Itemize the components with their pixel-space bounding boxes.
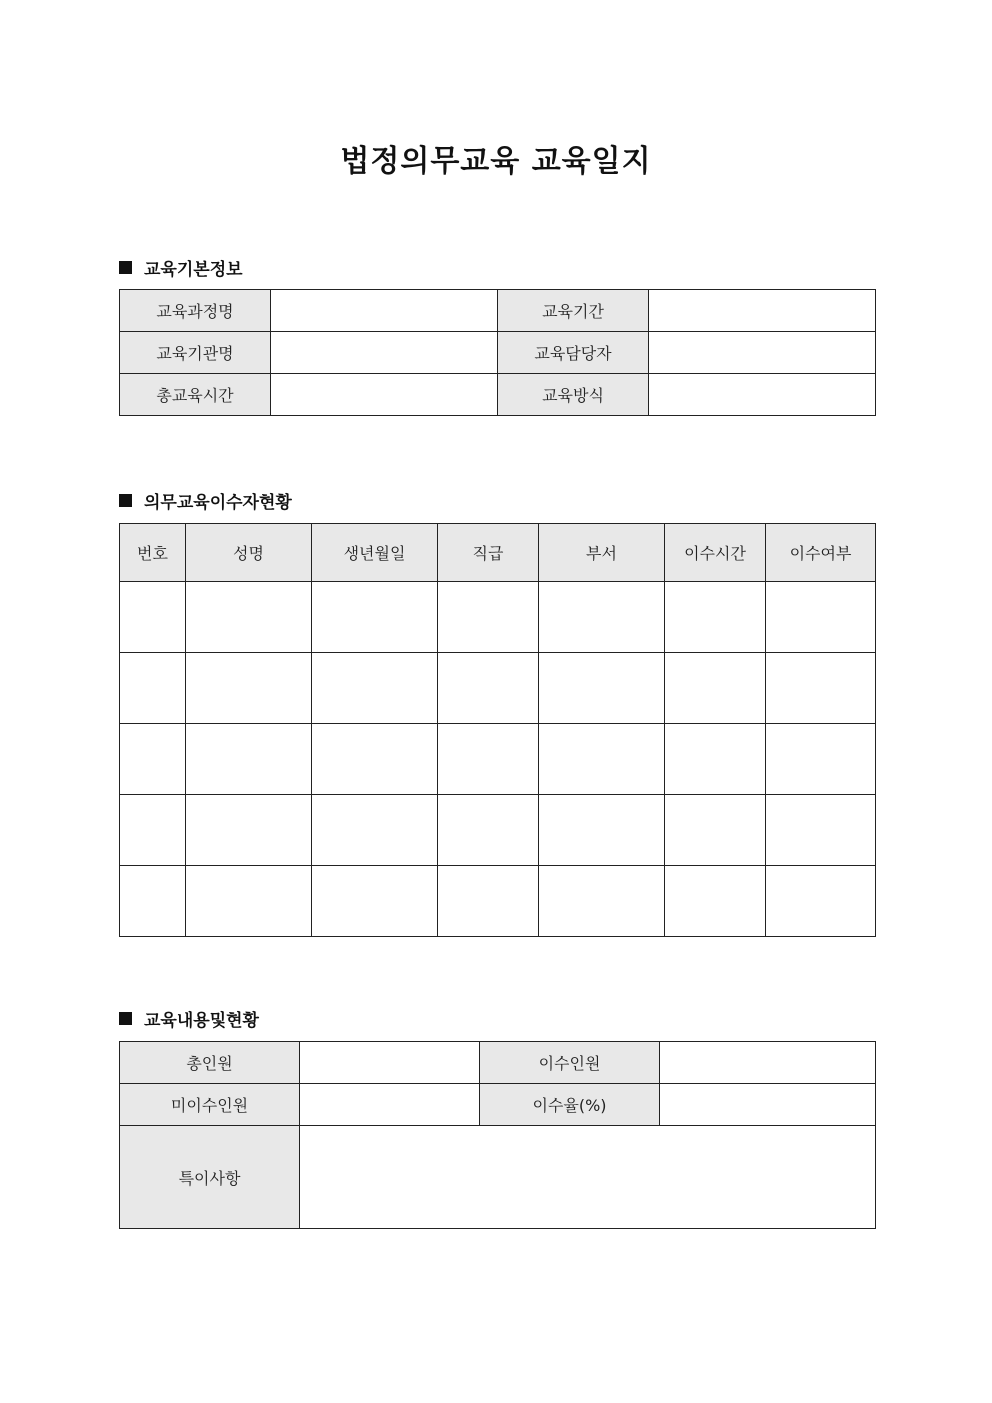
label-method: 교육방식 [498,374,649,416]
table-row [120,866,876,937]
manager-field[interactable] [649,332,876,374]
table-cell[interactable] [539,582,665,653]
column-header-name: 성명 [186,524,312,582]
table-row [120,724,876,795]
course-name-field[interactable] [271,290,498,332]
label-total-people: 총인원 [120,1042,300,1084]
institution-field[interactable] [271,332,498,374]
summary-table [119,1041,876,1229]
column-header-completed: 이수여부 [766,524,876,582]
column-header-hours: 이수시간 [665,524,766,582]
table-row [120,795,876,866]
section-heading-summary [119,1006,259,1031]
table-row [120,582,876,653]
section-heading-basic-info [119,255,243,280]
section-heading-text: 교육기본정보 [144,260,243,280]
table-cell[interactable] [665,582,766,653]
table-cell[interactable] [438,795,539,866]
table-cell[interactable] [186,582,312,653]
table-cell[interactable] [120,653,186,724]
section-heading-trainees [119,488,292,513]
label-total-hours: 총교육시간 [120,374,271,416]
table-row [120,1084,876,1126]
label-notes: 특이사항 [120,1126,300,1229]
column-header-department: 부서 [539,524,665,582]
table-cell[interactable] [665,866,766,937]
table-cell[interactable] [312,795,438,866]
completion-rate-field[interactable] [660,1084,876,1126]
table-cell[interactable] [438,582,539,653]
table-cell[interactable] [312,653,438,724]
table-row [120,290,876,332]
table-cell[interactable] [312,866,438,937]
square-bullet-icon [119,1012,132,1025]
total-hours-field[interactable] [271,374,498,416]
table-cell[interactable] [766,724,876,795]
period-field[interactable] [649,290,876,332]
table-cell[interactable] [438,653,539,724]
table-cell[interactable] [312,582,438,653]
table-cell[interactable] [186,795,312,866]
column-header-number: 번호 [120,524,186,582]
table-row [120,374,876,416]
table-cell[interactable] [766,582,876,653]
table-cell[interactable] [665,724,766,795]
table-cell[interactable] [539,724,665,795]
label-course-name: 교육과정명 [120,290,271,332]
table-cell[interactable] [539,866,665,937]
table-cell[interactable] [120,866,186,937]
section-heading-text: 교육내용및현황 [144,1011,259,1031]
table-cell[interactable] [186,724,312,795]
table-header-row [120,524,876,582]
table-cell[interactable] [766,653,876,724]
label-institution: 교육기관명 [120,332,271,374]
column-header-rank: 직급 [438,524,539,582]
trainees-table [119,523,876,937]
square-bullet-icon [119,494,132,507]
table-cell[interactable] [438,866,539,937]
table-cell[interactable] [186,866,312,937]
section-heading-text: 의무교육이수자현황 [144,493,292,513]
table-cell[interactable] [120,724,186,795]
table-cell[interactable] [539,795,665,866]
table-cell[interactable] [665,795,766,866]
total-people-field[interactable] [300,1042,480,1084]
column-header-birthdate: 생년월일 [312,524,438,582]
table-row [120,1042,876,1084]
table-row [120,332,876,374]
method-field[interactable] [649,374,876,416]
label-incomplete-people: 미이수인원 [120,1084,300,1126]
table-cell[interactable] [766,795,876,866]
table-cell[interactable] [312,724,438,795]
table-cell[interactable] [120,795,186,866]
table-cell[interactable] [186,653,312,724]
table-cell[interactable] [665,653,766,724]
label-period: 교육기간 [498,290,649,332]
table-cell[interactable] [120,582,186,653]
basic-info-table [119,289,876,416]
label-completed-people: 이수인원 [480,1042,660,1084]
notes-field[interactable] [300,1126,876,1229]
square-bullet-icon [119,261,132,274]
table-row [120,653,876,724]
completed-people-field[interactable] [660,1042,876,1084]
label-manager: 교육담당자 [498,332,649,374]
page-title: 법정의무교육 교육일지 [340,144,652,179]
table-row [120,1126,876,1229]
table-cell[interactable] [438,724,539,795]
table-cell[interactable] [539,653,665,724]
label-completion-rate: 이수율(%) [480,1084,660,1126]
table-cell[interactable] [766,866,876,937]
incomplete-people-field[interactable] [300,1084,480,1126]
